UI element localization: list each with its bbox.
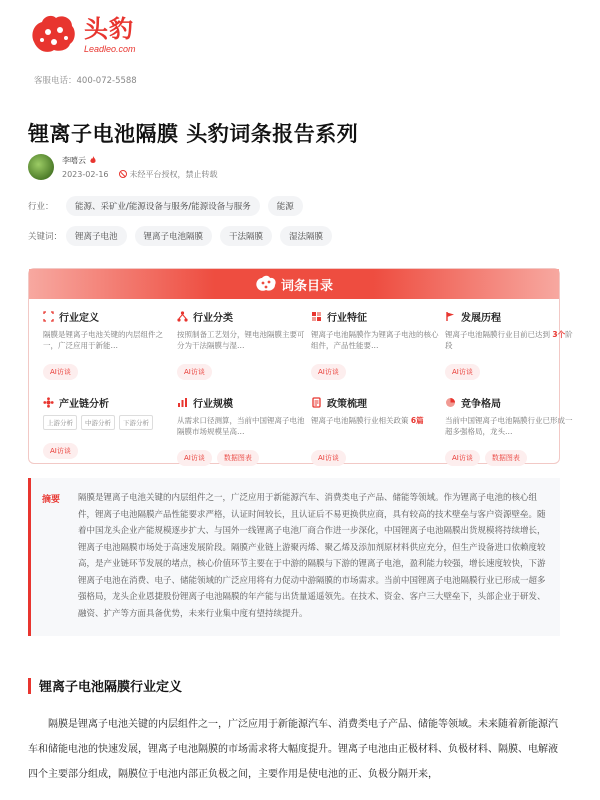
upstream-tag[interactable]: 上游分析 [43, 415, 77, 430]
industry-row [28, 196, 311, 216]
summary-label: 摘要 [42, 495, 61, 505]
toc-item-features[interactable] [311, 309, 439, 380]
publish-date: 2023-02-16 [62, 169, 109, 179]
toc-item-title: 产业链分析 [59, 399, 109, 410]
keyword-tag[interactable]: 干法隔膜 [220, 226, 272, 246]
toc-item-chain[interactable] [43, 395, 171, 459]
flag-icon [445, 311, 456, 322]
table-of-contents [28, 268, 573, 464]
toc-item-policy[interactable] [311, 395, 439, 466]
summary-box [28, 478, 560, 636]
page-title: 锂离子电池隔膜 头豹词条报告系列 [28, 122, 359, 146]
ai-interview-pill[interactable]: AI访谈 [445, 364, 480, 380]
tree-icon [177, 311, 188, 322]
toc-item-desc: 从需求口径测算，当前中国锂离子电池隔膜市场规模呈高… [177, 416, 305, 436]
toc-header [29, 269, 559, 299]
summary-text: 隔膜是锂离子电池关键的内层组件之一，广泛应用于新能源汽车、消费类电子产品、储能等领域。作为锂离子电池的核心组件，锂离子电池隔膜产品性能要求严格，认证时间较长，且认证后不易更换供应商，具有较高的技术壁垒与客户资源壁垒。随着中国龙头企业产能规模逐步扩大、与国外一线锂离子电池厂商合作进一步深化，中国锂离子电池隔膜出货规模将持续增长，锂离子电池隔膜市场处于高速发展阶段。隔膜产业链上游聚丙烯、聚乙烯及添加剂原材料供应充分，但生产设备进口依赖度较高，是产业链环节发展的堵点，核心价值环节主要在于中游的隔膜与下游的锂离子电池，盈利能力较强，增长速度较快，下游锂离子电池在消费、电子、储能领域的广泛应用将有力促动中游隔膜的市场需求。当前中国锂离子电池隔膜行业已形成一超多强格局，龙头企业恩捷股份锂离子电池隔膜的年产能与出货量遥遥领先。在技术、资金、客户三大壁垒下，头部企业于研发、融资、扩产等方面具备优势，未来行业集中度有望持续提升。 [78, 493, 546, 619]
copyright-notice: 未经平台授权，禁止转载 [129, 169, 218, 179]
keyword-label: 关键词： [28, 232, 63, 242]
toc-title: 词条目录 [280, 278, 333, 294]
ai-interview-pill[interactable]: AI访谈 [43, 443, 78, 459]
leopard-logo-icon [28, 12, 78, 56]
industry-tag[interactable]: 能源 [268, 196, 303, 216]
section-heading [28, 676, 182, 695]
toc-item-scale[interactable] [177, 395, 305, 466]
section-accent-bar [28, 678, 31, 694]
toc-item-competition[interactable] [445, 395, 573, 466]
keyword-tag[interactable]: 锂离子电池隔膜 [135, 226, 213, 246]
cube-icon [311, 311, 322, 322]
toc-item-desc: 当前中国锂离子电池隔膜行业已形成一超多强格局，龙头… [445, 416, 573, 436]
data-chart-pill[interactable]: 数据图表 [485, 450, 527, 466]
service-phone: 客服电话：400-072-5588 [34, 76, 137, 86]
industry-label: 行业： [28, 202, 54, 212]
no-copy-icon [119, 170, 127, 178]
author-name[interactable]: 李嘻云 [62, 155, 86, 165]
toc-item-title: 行业规模 [193, 399, 233, 410]
leopard-logo-icon [255, 275, 277, 293]
ai-interview-pill[interactable]: AI访谈 [311, 450, 346, 466]
summary-accent-bar [28, 478, 31, 636]
midstream-tag[interactable]: 中游分析 [81, 415, 115, 430]
chain-icon [43, 397, 54, 408]
ai-interview-pill[interactable]: AI访谈 [177, 364, 212, 380]
toc-item-title: 行业分类 [193, 313, 233, 324]
pie-icon [445, 397, 456, 408]
author-block [28, 154, 218, 180]
toc-item-title: 发展历程 [461, 313, 501, 324]
toc-item-title: 竞争格局 [461, 399, 501, 410]
toc-item-desc: 锂离子电池隔膜行业相关政策 6篇 [311, 416, 424, 425]
avatar[interactable] [28, 154, 54, 180]
toc-item-classification[interactable] [177, 309, 305, 380]
downstream-tag[interactable]: 下游分析 [119, 415, 153, 430]
bar-chart-icon [177, 397, 188, 408]
toc-item-definition[interactable] [43, 309, 171, 380]
flame-icon [89, 156, 97, 164]
toc-item-desc: 锂离子电池隔膜作为锂离子电池的核心组件，产品性能要… [311, 330, 439, 350]
scale-icon [43, 311, 54, 322]
keyword-row [28, 226, 340, 246]
ai-interview-pill[interactable]: AI访谈 [311, 364, 346, 380]
toc-item-title: 行业特征 [327, 313, 367, 324]
data-chart-pill[interactable]: 数据图表 [217, 450, 259, 466]
document-icon [311, 397, 322, 408]
keyword-tag[interactable]: 锂离子电池 [66, 226, 127, 246]
ai-interview-pill[interactable]: AI访谈 [445, 450, 480, 466]
ai-interview-pill[interactable]: AI访谈 [43, 364, 78, 380]
brand-domain: Leadleo.com [84, 44, 136, 54]
brand-name: 头豹 [84, 15, 134, 43]
section-body: 隔膜是锂离子电池关键的内层组件之一，广泛应用于新能源汽车、消费类电子产品、储能等领域。未来随着新能源汽车和储能电池的快速发展，锂离子电池隔膜的市场需求将大幅度提升。锂离子电池由正极材料、负极材料、隔膜、电解液四个主要部分组成，隔膜位于电池内部正负极之间，主要作用是使电池的正、负极分隔开来， [28, 719, 558, 780]
keyword-tag[interactable]: 湿法隔膜 [280, 226, 332, 246]
toc-item-desc: 锂离子电池隔膜行业目前已达到 3个阶段 [445, 330, 573, 350]
toc-item-title: 行业定义 [59, 313, 99, 324]
toc-item-desc: 按照制备工艺划分，锂电池隔膜主要可分为干法隔膜与湿… [177, 330, 305, 350]
section-title: 锂离子电池隔膜行业定义 [39, 680, 183, 695]
toc-item-history[interactable] [445, 309, 573, 380]
toc-item-title: 政策梳理 [327, 399, 367, 410]
brand-logo[interactable] [28, 12, 136, 56]
industry-tag[interactable]: 能源、采矿业/能源设备与服务/能源设备与服务 [66, 196, 260, 216]
ai-interview-pill[interactable]: AI访谈 [177, 450, 212, 466]
toc-item-desc: 隔膜是锂离子电池关键的内层组件之一，广泛应用于新能… [43, 330, 163, 350]
